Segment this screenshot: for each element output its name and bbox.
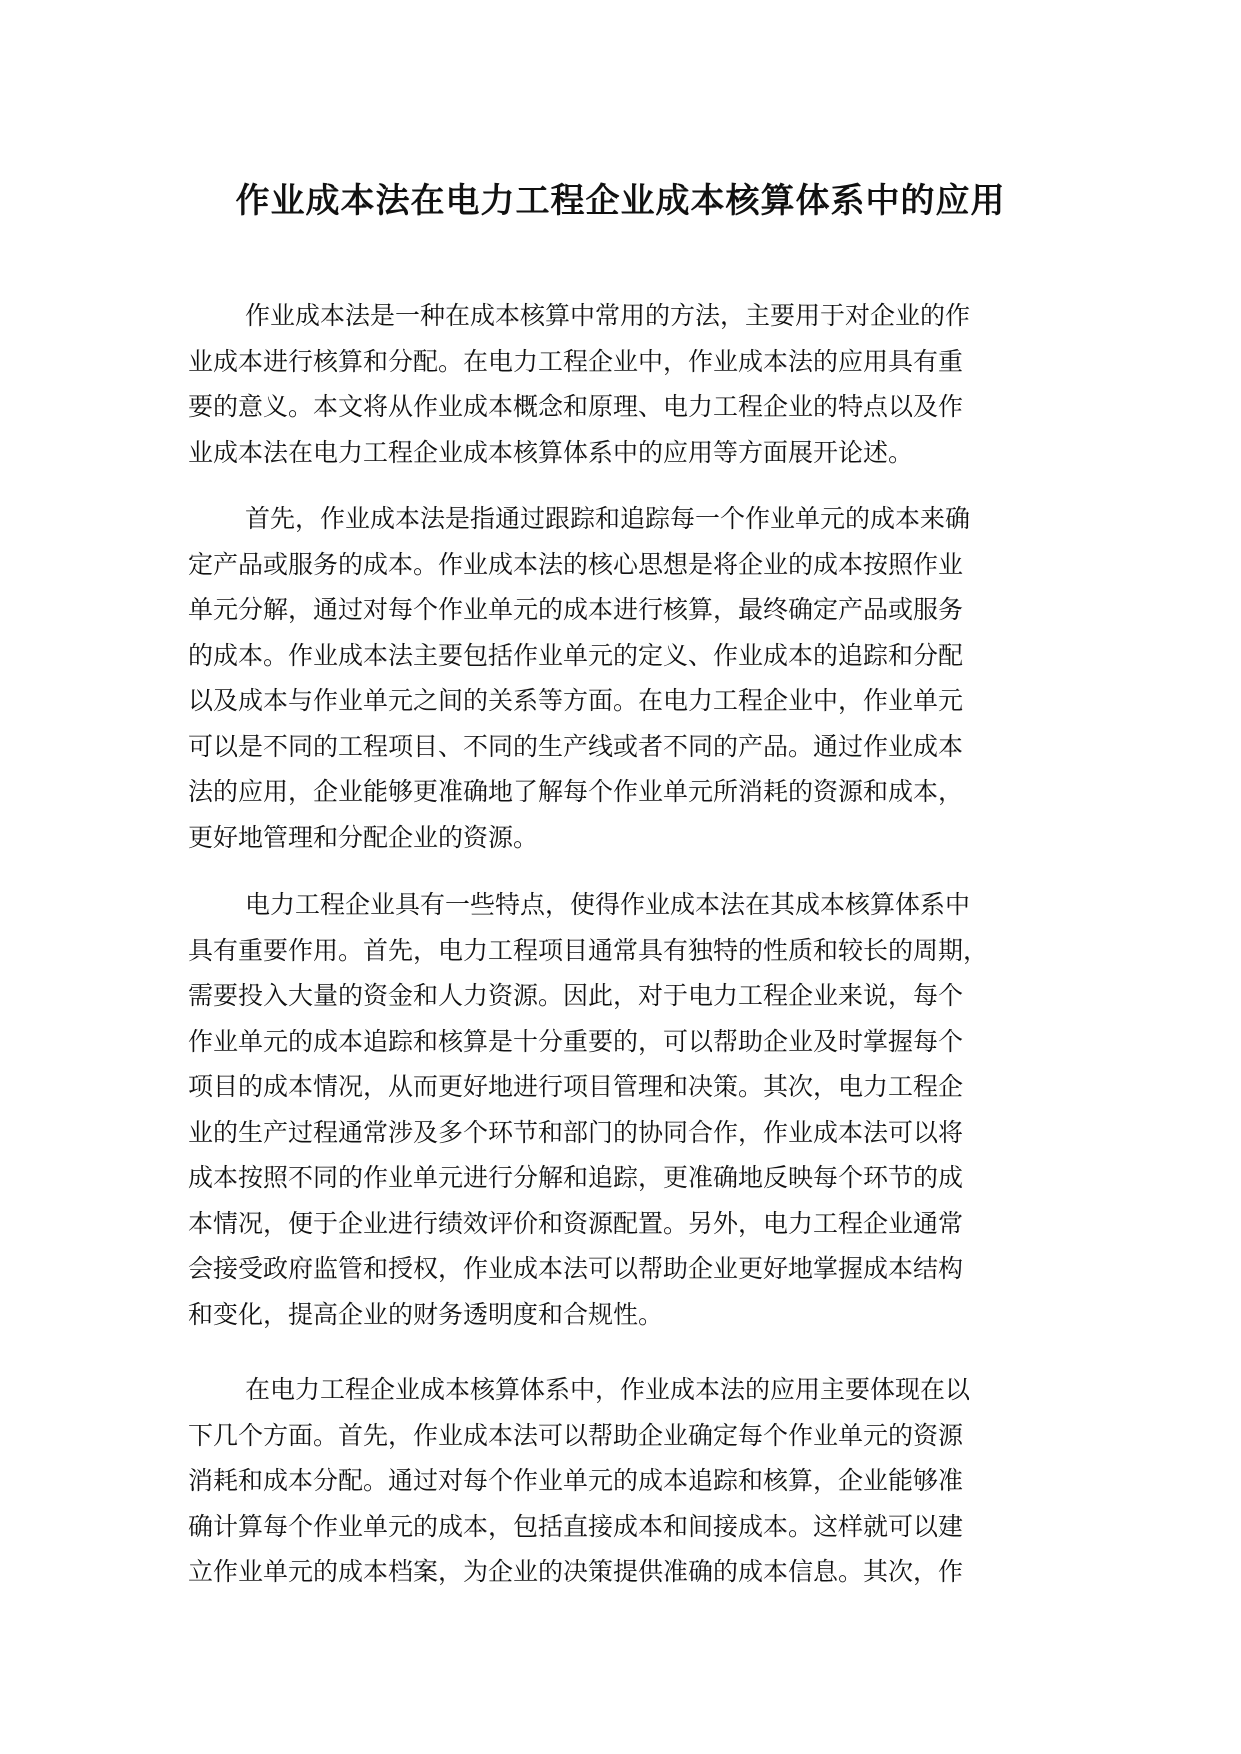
paragraph-line: 单元分解，通过对每个作业单元的成本进行核算，最终确定产品或服务 xyxy=(188,595,964,624)
paragraph-line: 本情况，便于企业进行绩效评价和资源配置。另外，电力工程企业通常 xyxy=(188,1208,964,1238)
paragraph-characteristics xyxy=(188,882,1088,1337)
document-title: 作业成本法在电力工程企业成本核算体系中的应用 xyxy=(235,181,1006,221)
paragraph-line: 业的生产过程通常涉及多个环节和部门的协同合作，作业成本法可以将 xyxy=(188,1117,964,1147)
paragraph-line: 消耗和成本分配。通过对每个作业单元的成本追踪和核算，企业能够准 xyxy=(188,1466,964,1495)
paragraph-line: 确计算每个作业单元的成本，包括直接成本和间接成本。这样就可以建 xyxy=(188,1511,964,1541)
paragraph-line: 在电力工程企业成本核算体系中，作业成本法的应用主要体现在以 xyxy=(245,1375,971,1404)
paragraph-line: 以及成本与作业单元之间的关系等方面。在电力工程企业中，作业单元 xyxy=(188,686,964,715)
paragraph-line: 成本按照不同的作业单元进行分解和追踪，更准确地反映每个环节的成 xyxy=(188,1163,964,1192)
paragraph-line: 立作业单元的成本档案，为企业的决策提供准确的成本信息。其次，作 xyxy=(188,1557,964,1586)
paragraph-line: 首先，作业成本法是指通过跟踪和追踪每一个作业单元的成本来确 xyxy=(245,504,971,533)
paragraph-line: 定产品或服务的成本。作业成本法的核心思想是将企业的成本按照作业 xyxy=(188,549,964,579)
paragraph-line: 法的应用，企业能够更准确地了解每个作业单元所消耗的资源和成本， xyxy=(188,777,964,806)
paragraph-introduction xyxy=(188,293,1088,475)
paragraph-line: 作业单元的成本追踪和核算是十分重要的，可以帮助企业及时掌握每个 xyxy=(188,1026,964,1056)
paragraph-line: 会接受政府监管和授权，作业成本法可以帮助企业更好地掌握成本结构 xyxy=(188,1254,964,1283)
paragraph-line: 下几个方面。首先，作业成本法可以帮助企业确定每个作业单元的资源 xyxy=(188,1420,964,1450)
paragraph-line: 业成本进行核算和分配。在电力工程企业中，作业成本法的应用具有重 xyxy=(188,346,964,376)
paragraph-line: 的成本。作业成本法主要包括作业单元的定义、作业成本的追踪和分配 xyxy=(188,640,964,670)
paragraph-line: 更好地管理和分配企业的资源。 xyxy=(188,822,539,852)
paragraph-line: 和变化，提高企业的财务透明度和合规性。 xyxy=(188,1299,664,1329)
paragraph-line: 业成本法在电力工程企业成本核算体系中的应用等方面展开论述。 xyxy=(188,437,914,467)
paragraph-line: 可以是不同的工程项目、不同的生产线或者不同的产品。通过作业成本 xyxy=(188,731,964,761)
paragraph-application xyxy=(188,1367,1088,1595)
paragraph-definition xyxy=(188,496,1088,860)
paragraph-line: 需要投入大量的资金和人力资源。因此，对于电力工程企业来说，每个 xyxy=(188,981,964,1010)
paragraph-line: 具有重要作用。首先，电力工程项目通常具有独特的性质和较长的周期， xyxy=(188,935,989,965)
paragraph-line: 作业成本法是一种在成本核算中常用的方法，主要用于对企业的作 xyxy=(245,301,971,330)
paragraph-line: 电力工程企业具有一些特点，使得作业成本法在其成本核算体系中 xyxy=(245,890,971,919)
paragraph-line: 项目的成本情况，从而更好地进行项目管理和决策。其次，电力工程企 xyxy=(188,1072,964,1101)
paragraph-line: 要的意义。本文将从作业成本概念和原理、电力工程企业的特点以及作 xyxy=(188,392,964,421)
